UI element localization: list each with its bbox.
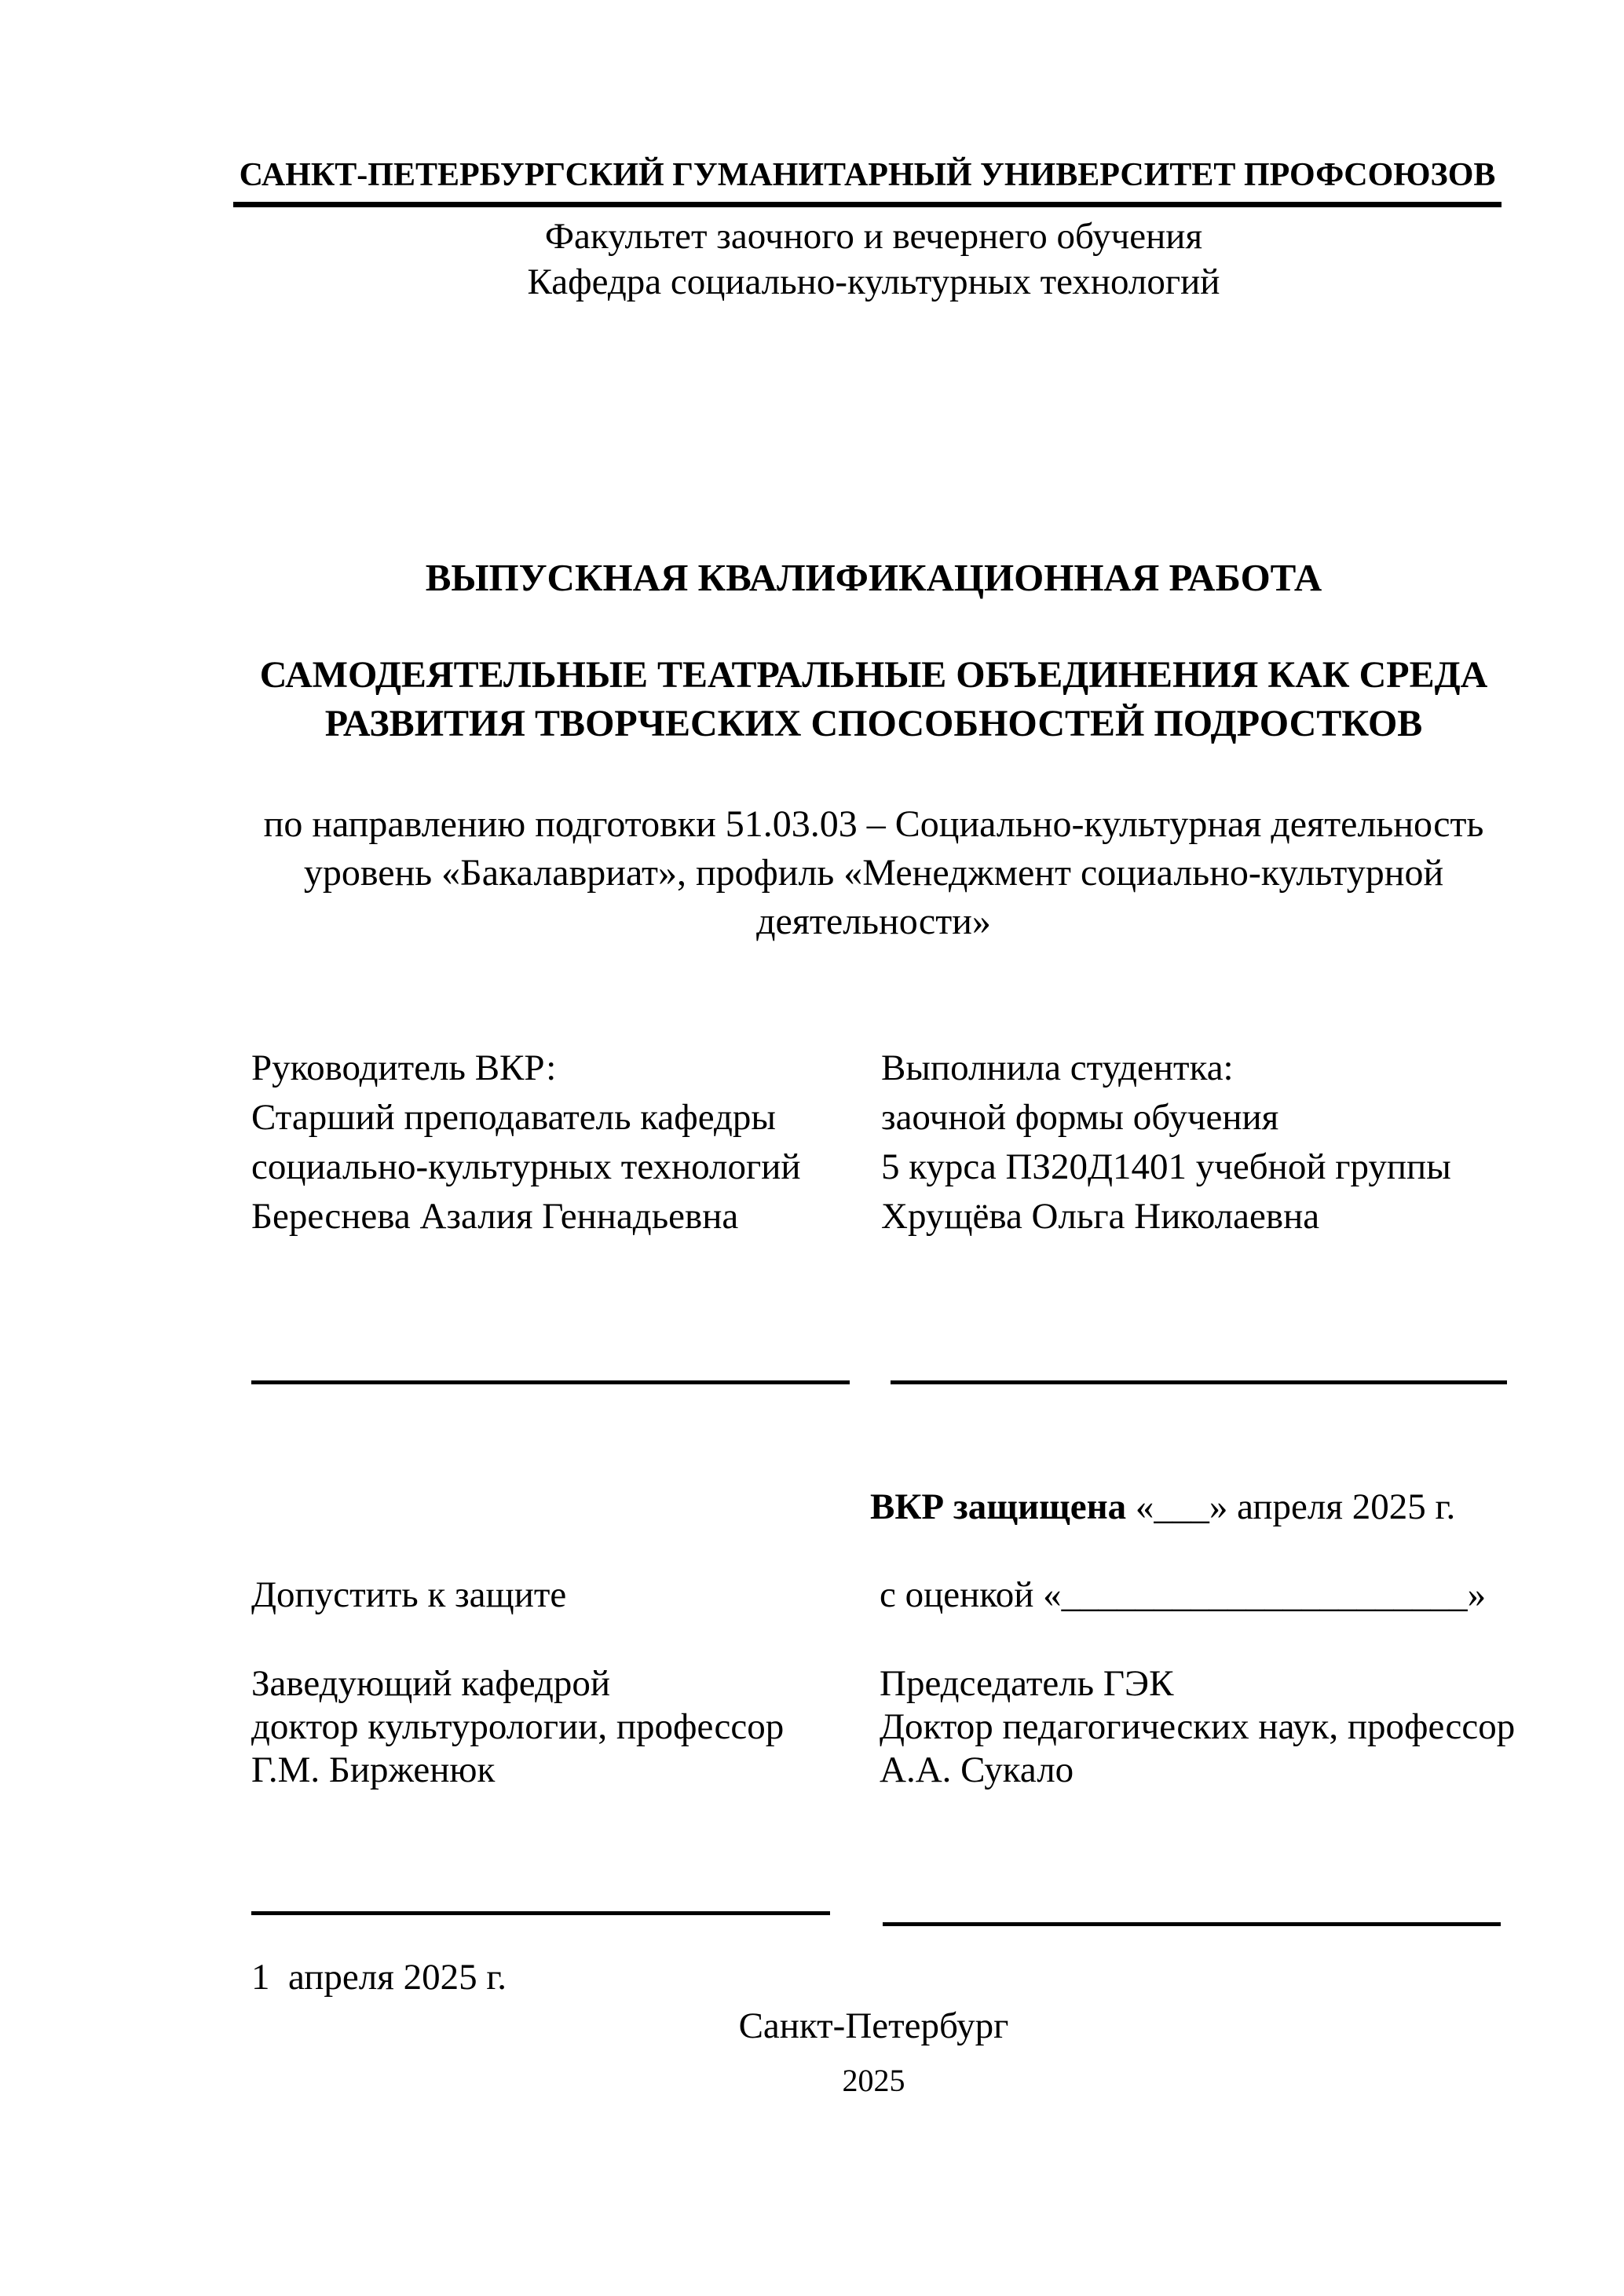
thesis-title-line-1: САМОДЕЯТЕЛЬНЫЕ ТЕАТРАЛЬНЫЕ ОБЪЕДИНЕНИЯ КАК СРЕДА (259, 654, 1488, 696)
program-line-1: по направлению подготовки 51.03.03 – Социально-культурная деятельность (263, 803, 1484, 845)
department-head-block (251, 1662, 784, 1792)
supervisor-position-line-2: социально-культурных технологий (251, 1146, 801, 1187)
thesis-title-line-2: РАЗВИТИЯ ТВОРЧЕСКИХ СПОСОБНОСТЕЙ ПОДРОСТКОВ (324, 703, 1423, 744)
grade-blank-line: с оценкой «______________________» (880, 1574, 1487, 1615)
supervisor-label: Руководитель ВКР: (251, 1047, 557, 1088)
head-title-line: Заведующий кафедрой (251, 1663, 611, 1704)
student-info-line-2: 5 курса ПЗ20Д1401 учебной группы (881, 1146, 1451, 1187)
program-line-2: уровень «Бакалавриат», профиль «Менеджмент социально-культурной (303, 852, 1444, 894)
city-line: Санкт-Петербург (738, 2005, 1009, 2046)
chairman-degree-line: Доктор педагогических наук, профессор (880, 1706, 1516, 1747)
department-line: Кафедра социально-культурных технологий (527, 261, 1220, 302)
head-degree-line: доктор культурологии, профессор (251, 1706, 785, 1747)
program-description (243, 800, 1504, 946)
faculty-line: Факультет заочного и вечернего обучения (544, 216, 1203, 257)
student-label: Выполнила студентка: (881, 1047, 1234, 1088)
defended-date-blank: «___» апреля 2025 г. (1126, 1486, 1456, 1527)
thesis-title (243, 651, 1504, 748)
program-line-3: деятельности» (756, 901, 991, 942)
student-signature-line (891, 1380, 1507, 1384)
defended-line (870, 1483, 1455, 1530)
supervisor-name: Береснева Азалия Геннадьевна (251, 1196, 739, 1237)
student-name: Хрущёва Ольга Николаевна (881, 1196, 1320, 1237)
chairman-signature-line (883, 1922, 1501, 1926)
subheader (243, 214, 1504, 305)
student-info-line-1: заочной формы обучения (881, 1097, 1279, 1138)
student-block (881, 1044, 1451, 1241)
admit-to-defense-line: Допустить к защите (251, 1574, 567, 1615)
head-signature-line (251, 1911, 830, 1915)
year-line: 2025 (842, 2063, 905, 2098)
chairman-name: А.А. Сукало (880, 1749, 1074, 1790)
gek-chairman-block (880, 1662, 1515, 1792)
supervisor-position-line-1: Старший преподаватель кафедры (251, 1097, 776, 1138)
head-name: Г.М. Бирженюк (251, 1749, 496, 1790)
chairman-title-line: Председатель ГЭК (880, 1663, 1174, 1704)
supervisor-block (251, 1044, 801, 1241)
admission-date-line: 1 апреля 2025 г. (251, 1957, 507, 1998)
university-name: САНКТ-ПЕТЕРБУРГСКИЙ ГУМАНИТАРНЫЙ УНИВЕРСИТЕТ ПРОФСОЮЗОВ (233, 155, 1501, 207)
defended-label: ВКР защищена (870, 1486, 1127, 1527)
work-type-heading: ВЫПУСКНАЯ КВАЛИФИКАЦИОННАЯ РАБОТА (425, 556, 1322, 599)
supervisor-signature-line (251, 1380, 850, 1384)
